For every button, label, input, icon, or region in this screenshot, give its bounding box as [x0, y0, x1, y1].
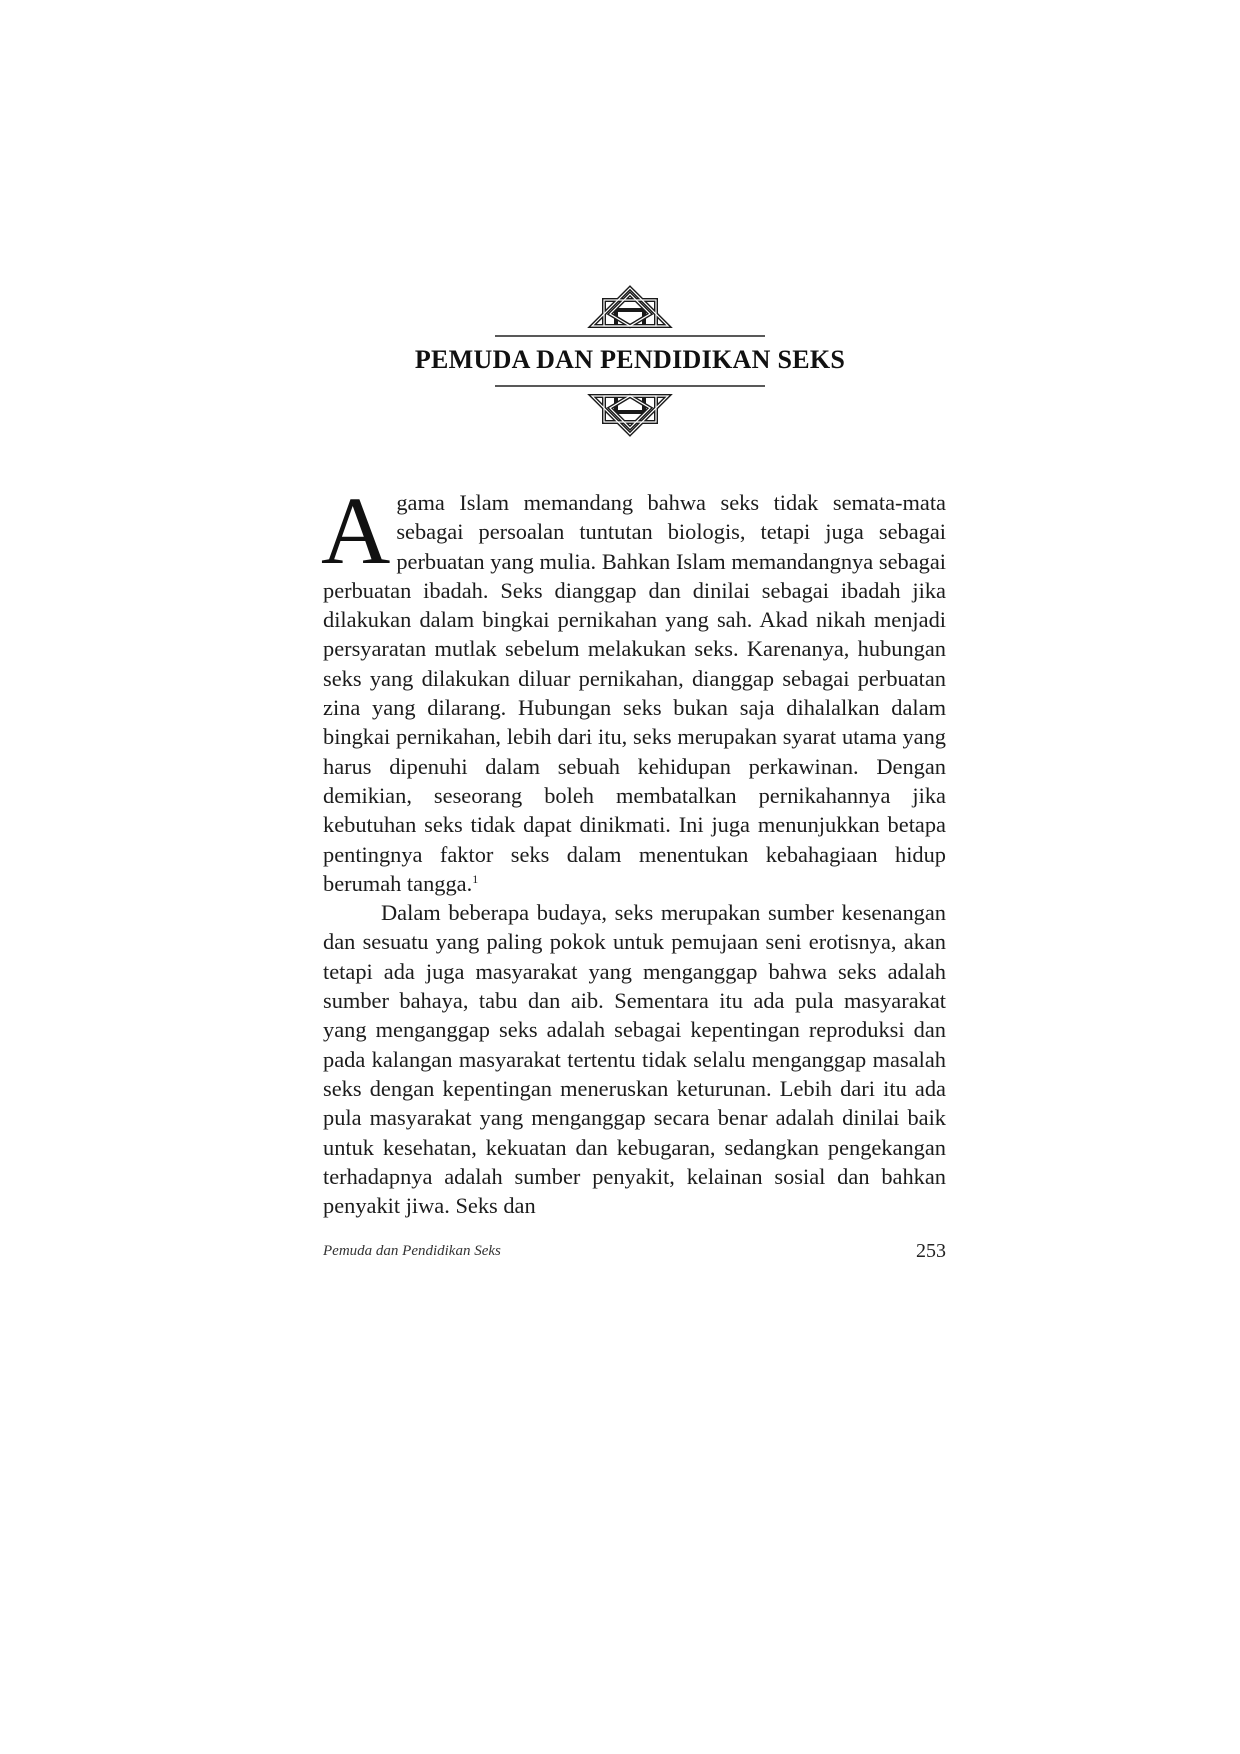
paragraph-1 — [321, 477, 946, 898]
page-number: 253 — [916, 1240, 946, 1262]
chapter-title: PEMUDA DAN PENDIDIKAN SEKS — [414, 345, 846, 374]
body-text — [321, 477, 946, 1220]
footnote-marker[interactable]: 1 — [472, 871, 479, 886]
paragraph-1-text: gama Islam memandang bahwa seks tidak semata-mata sebagai persoalan tuntutan biologis, tetapi juga sebagai perbuatan yang mulia. Bahkan Islam memandangnya sebagai perbuatan ibadah. Seks dianggap dan dinilai sebagai ibadah jika dilakukan dalam bingkai pernikahan yang sah. Akad nikah menjadi persyaratan mutlak sebelum melakukan seks. Karenanya, hubungan seks yang dilakukan diluar pernikahan, dianggap sebagai perbuatan zina yang dilarang. Hubungan seks bukan saja dihalalkan dalam bingkai pernikahan, lebih dari itu, seks merupakan syarat utama yang harus dipenuhi dalam sebuah kehidupan perkawinan. Dengan demikian, seseorang boleh membatalkan pernikahannya jika kebutuhan seks tidak dapat dinikmati. Ini juga menunjukkan betapa pentingnya faktor seks dalam menentukan kebahagiaan hidup berumah tangga. — [323, 490, 946, 896]
paragraph-2: Dalam beberapa budaya, seks merupakan sumber kesenangan dan sesuatu yang paling pokok untuk pemujaan seni erotisnya, akan tetapi ada juga masyarakat yang menganggap bahwa seks adalah sumber bahaya, tabu dan aib. Sementara itu ada pula masyarakat yang menganggap seks adalah sebagai kepentingan reproduksi dan pada kalangan masyarakat tertentu tidak selalu menganggap masalah seks dengan kepentingan meneruskan keturunan. Lebih dari itu ada pula masyarakat yang menganggap secara benar adalah dinilai baik untuk kesehatan, kekuatan dan kebugaran, sedangkan pengekangan terhadapnya adalah sumber penyakit, kelainan sosial dan bahkan penyakit jiwa. Seks dan — [323, 900, 946, 1219]
drop-cap: A — [321, 477, 391, 584]
running-title: Pemuda dan Pendidikan Seks — [323, 1243, 501, 1259]
